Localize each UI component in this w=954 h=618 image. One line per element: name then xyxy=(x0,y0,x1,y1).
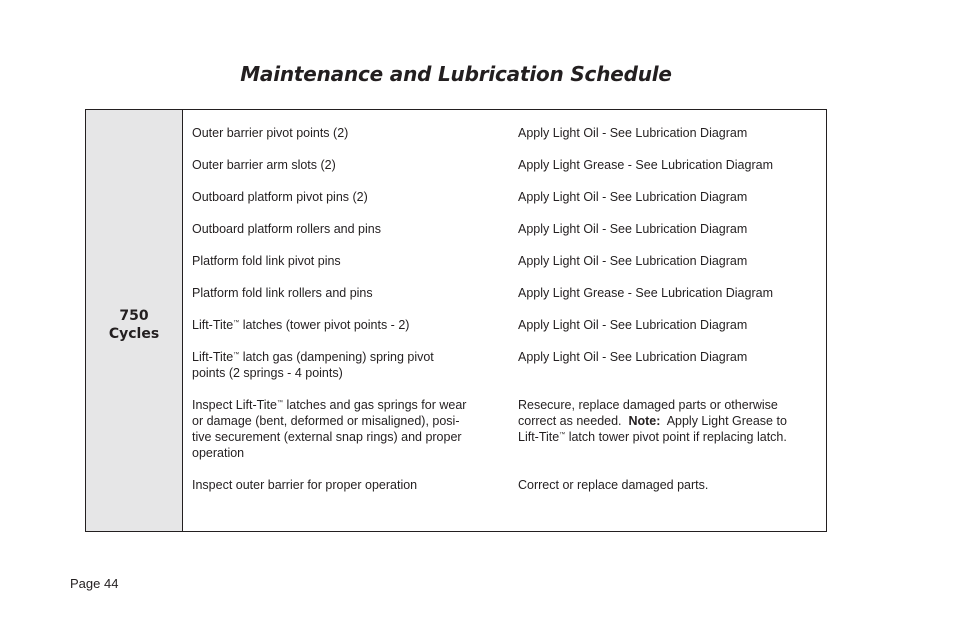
maintenance-item: Platform fold link rollers and pins xyxy=(192,286,373,300)
interval-unit: Cycles xyxy=(108,325,160,342)
maintenance-item: Outboard platform pivot pins (2) xyxy=(192,190,368,204)
interval-cell xyxy=(86,110,183,531)
item-text: Lift-Tite xyxy=(192,318,234,332)
action-text: Apply Light Grease to xyxy=(660,414,787,428)
item-text: points (2 springs - 4 points) xyxy=(192,366,343,380)
item-text: latches (tower pivot points - 2) xyxy=(239,318,410,332)
action-text: Resecure, replace damaged parts or otherwise xyxy=(518,398,778,412)
maintenance-action xyxy=(518,397,818,461)
maintenance-action: Apply Light Oil - See Lubrication Diagram xyxy=(518,222,748,236)
maintenance-item xyxy=(192,397,492,461)
trademark-symbol: ™ xyxy=(233,352,240,358)
table-row xyxy=(183,477,826,493)
item-text: operation xyxy=(192,446,245,460)
note-label: Note: xyxy=(628,414,661,428)
maintenance-action: Apply Light Oil - See Lubrication Diagram xyxy=(518,254,748,268)
page-number: Page 44 xyxy=(70,576,119,591)
maintenance-item xyxy=(192,317,492,333)
schedule-table xyxy=(85,109,827,532)
maintenance-item: Platform fold link pivot pins xyxy=(192,254,341,268)
maintenance-action: Apply Light Grease - See Lubrication Diagram xyxy=(518,286,773,300)
trademark-symbol: ™ xyxy=(277,400,283,406)
table-row xyxy=(183,253,826,269)
item-text: latches and gas springs for wear xyxy=(283,398,467,412)
table-row xyxy=(183,189,826,205)
maintenance-action: Apply Light Oil - See Lubrication Diagram xyxy=(518,318,748,332)
page-title: Maintenance and Lubrication Schedule xyxy=(240,62,672,86)
interval-number: 750 xyxy=(119,307,149,324)
item-text: Lift-Tite xyxy=(192,350,234,364)
action-text: correct as needed. xyxy=(518,414,629,428)
table-row xyxy=(183,397,826,461)
maintenance-item: Outboard platform rollers and pins xyxy=(192,222,381,236)
action-text: Lift-Tite xyxy=(518,430,560,444)
maintenance-action: Correct or replace damaged parts. xyxy=(518,478,709,492)
maintenance-action: Apply Light Oil - See Lubrication Diagram xyxy=(518,126,748,140)
item-text: tive securement (external snap rings) and proper xyxy=(192,430,462,444)
table-row xyxy=(183,349,826,381)
action-text: latch tower pivot point if replacing latch. xyxy=(565,430,787,444)
trademark-symbol: ™ xyxy=(233,320,240,326)
maintenance-action: Apply Light Oil - See Lubrication Diagram xyxy=(518,350,748,364)
table-row xyxy=(183,317,826,333)
maintenance-item: Inspect outer barrier for proper operation xyxy=(192,478,418,492)
table-row xyxy=(183,125,826,141)
item-text: latch gas (dampening) spring pivot xyxy=(239,350,434,364)
item-text: Inspect Lift-Tite xyxy=(192,398,277,412)
schedule-rows xyxy=(183,110,826,531)
item-text: or damage (bent, deformed or misaligned), posi- xyxy=(192,414,460,428)
maintenance-item: Outer barrier arm slots (2) xyxy=(192,158,336,172)
maintenance-action: Apply Light Grease - See Lubrication Diagram xyxy=(518,158,773,172)
trademark-symbol: ™ xyxy=(559,432,566,438)
table-row xyxy=(183,157,826,173)
maintenance-item: Outer barrier pivot points (2) xyxy=(192,126,349,140)
maintenance-action: Apply Light Oil - See Lubrication Diagram xyxy=(518,190,748,204)
table-row xyxy=(183,285,826,301)
maintenance-item xyxy=(192,349,492,381)
table-row xyxy=(183,221,826,237)
